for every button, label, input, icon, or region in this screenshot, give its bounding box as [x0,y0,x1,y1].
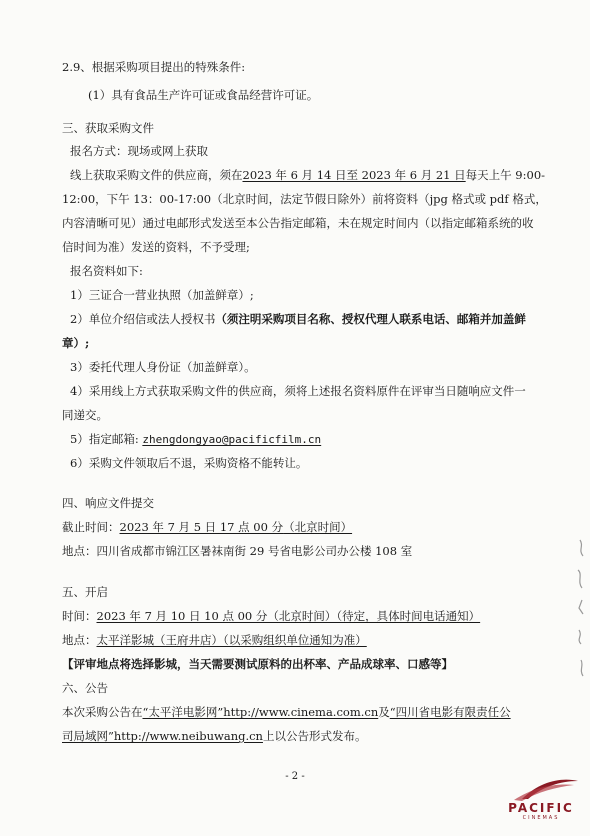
page-number: - 2 - [285,771,305,782]
deadline-value: 2023 年 7 月 5 日 17 点 00 分（北京时间） [119,520,353,534]
material-6: 6）采购文件领取后不退，采购资格不能转让。 [70,456,308,470]
logo-subword: CINEMAS [522,815,560,821]
pacific-cinemas-logo [500,773,582,825]
evaluation-note: 【评审地点将选择影城，当天需要测试原料的出杯率、产品成球率、口感等】 [62,657,453,671]
material-1: 1）三证合一营业执照（加盖鲜章）; [70,288,254,302]
opening-location-value: 太平洋影城（王府井店）（以采购组织单位通知为准） [96,633,367,647]
section-5-heading: 五、开启 [62,585,108,599]
scan-edge-marks-icon [572,530,590,690]
materials-heading: 报名资料如下: [70,264,143,278]
announcement-line-1: 本次采购公告在“太平洋电影网”http://www.cinema.com.cn及“四川省电影有限责任公 [62,705,511,719]
opening-time: 时间：2023 年 7 月 10 日 10 点 00 分（北京时间）（待定，具体时间电话通知） [62,609,481,623]
section-6-heading: 六、公告 [62,681,108,695]
clause-2-9-item-1: (1）具有食品生产许可证或食品经营许可证。 [88,88,319,102]
material-3: 3）委托代理人身份证（加盖鲜章）。 [70,360,256,374]
logo-word: PACIFIC [508,801,574,815]
section-4-heading: 四、响应文件提交 [62,496,154,510]
cinema-site-link[interactable]: “太平洋电影网”http://www.cinema.com.cn [142,705,379,719]
intranet-link[interactable]: 司局域网”http://www.neibuwang.cn [62,729,263,743]
material-2: 2）单位介绍信或法人授权书（须注明采购项目名称、授权代理人联系电话、邮箱并加盖鲜 [70,312,526,326]
online-registration-line-3: 内容清晰可见）通过电邮形式发送至本公告指定邮箱，未在规定时间内（以指定邮箱系统的收 [62,216,534,230]
designated-email: 5）指定邮箱: zhengdongyao@pacificfilm.cn [70,432,322,446]
submission-location: 地点：四川省成都市锦江区暑袜南街 29 号省电影公司办公楼 108 室 [62,544,413,558]
opening-location: 地点：太平洋影城（王府井店）（以采购组织单位通知为准） [62,633,367,647]
deadline: 截止时间：2023 年 7 月 5 日 17 点 00 分（北京时间） [62,520,353,534]
logo-swoosh-icon [500,773,582,803]
material-4: 4）采用线上方式获取采购文件的供应商，须将上述报名资料原件在评审当日随响应文件一 [70,384,526,398]
registration-period: 2023 年 6 月 14 日至 2023 年 6 月 21 日 [242,168,466,182]
material-4-cont: 同递交。 [62,408,108,422]
section-3-heading: 三、获取采购文件 [62,121,154,135]
email-link[interactable]: zhengdongyao@pacificfilm.cn [142,433,322,446]
material-2-note: （须注明采购项目名称、授权代理人联系电话、邮箱并加盖鲜 [215,312,526,326]
material-2-note-cont: 章）; [62,336,90,350]
announcement-line-2: 司局域网”http://www.neibuwang.cn上以公告形式发布。 [62,729,367,743]
clause-2-9: 2.9、根据采购项目提出的特殊条件: [62,60,246,74]
online-registration-line-1: 线上获取采购文件的供应商，须在2023 年 6 月 14 日至 2023 年 6 月 21 日每天上午 9:00- [70,168,546,182]
opening-time-value: 2023 年 7 月 10 日 10 点 00 分（北京时间）（待定，具体时间电话通知） [96,609,481,623]
online-registration-line-2: 12:00，下午 13：00-17:00（北京时间，法定节假日除外）前将资料（jpg 格式或 pdf 格式， [62,192,547,206]
registration-method: 报名方式：现场或网上获取 [70,144,208,158]
intranet-name: “四川省电影有限责任公 [389,705,511,719]
online-registration-line-4: 信时间为准）发送的资料，不予受理; [62,240,250,254]
